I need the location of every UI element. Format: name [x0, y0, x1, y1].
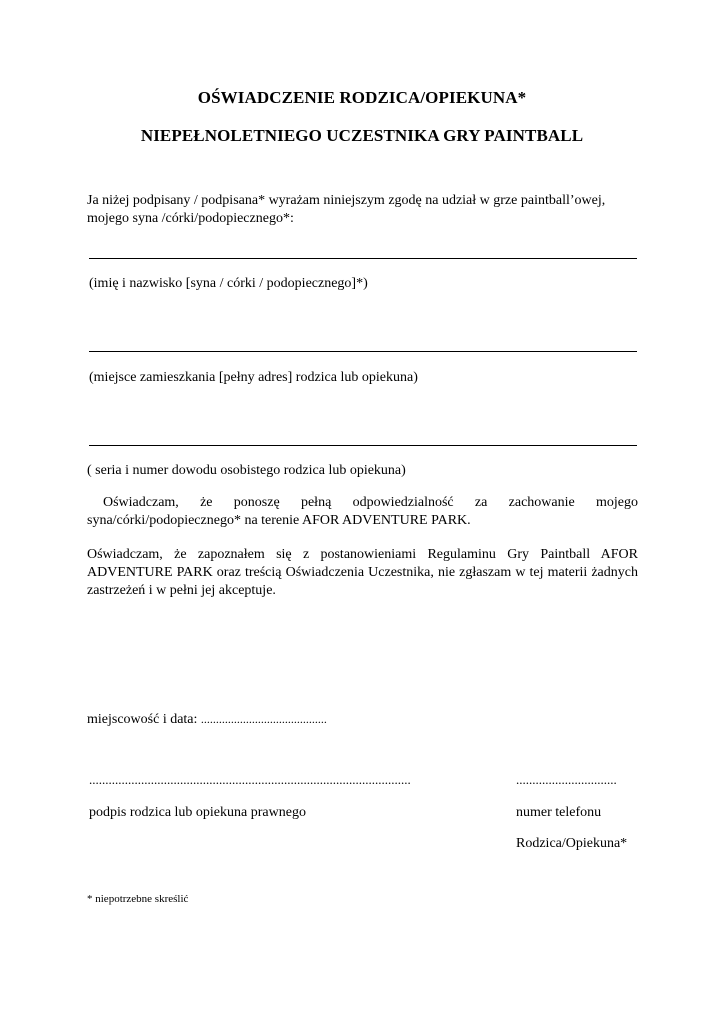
phone-label-line2: Rodzica/Opiekuna* — [516, 836, 628, 851]
id-number-line — [89, 445, 637, 446]
child-name-label: (imię i nazwisko [syna / córki / podopiecznego]*) — [89, 276, 368, 291]
place-date-field — [87, 710, 327, 729]
id-number-label: ( seria i numer dowodu osobistego rodzica lub opiekuna) — [87, 463, 406, 478]
child-name-line — [89, 258, 637, 259]
regulations-declaration: Oświadczam, że zapoznałem się z postanowieniami Regulaminu Gry Paintball AFOR ADVENTURE PARK oraz treścią Oświadczenia Uczestnika, nie zgłaszam w tej materii żadnych zastrzeżeń i w pełni jej akceptuje. — [87, 547, 638, 598]
document-title-line1: OŚWIADCZENIE RODZICA/OPIEKUNA* — [197, 88, 527, 107]
place-date-label: miejscowość i data: — [87, 712, 198, 727]
footnote: * niepotrzebne skreślić — [87, 893, 189, 905]
address-label: (miejsce zamieszkania [pełny adres] rodzica lub opiekuna) — [89, 370, 418, 385]
phone-label-line1: numer telefonu — [516, 805, 602, 820]
signature-dots: ................................................................................................... — [89, 772, 411, 787]
place-date-dots: .......................................... — [200, 712, 327, 726]
document-title-line2: NIEPEŁNOLETNIEGO UCZESTNIKA GRY PAINTBALL — [140, 126, 584, 145]
signature-label: podpis rodzica lub opiekuna prawnego — [89, 805, 306, 820]
intro-paragraph: Ja niżej podpisany / podpisana* wyrażam niniejszym zgodę na udział w grze paintball’owej, mojego syna /córki/podopiecznego*: — [87, 193, 606, 226]
phone-dots: ............................... — [516, 772, 617, 787]
address-line — [89, 351, 637, 352]
responsibility-declaration: Oświadczam, że ponoszę pełną odpowiedzialność za zachowanie mojego syna/córki/podopiecznego* na terenie AFOR ADVENTURE PARK. — [87, 495, 638, 528]
